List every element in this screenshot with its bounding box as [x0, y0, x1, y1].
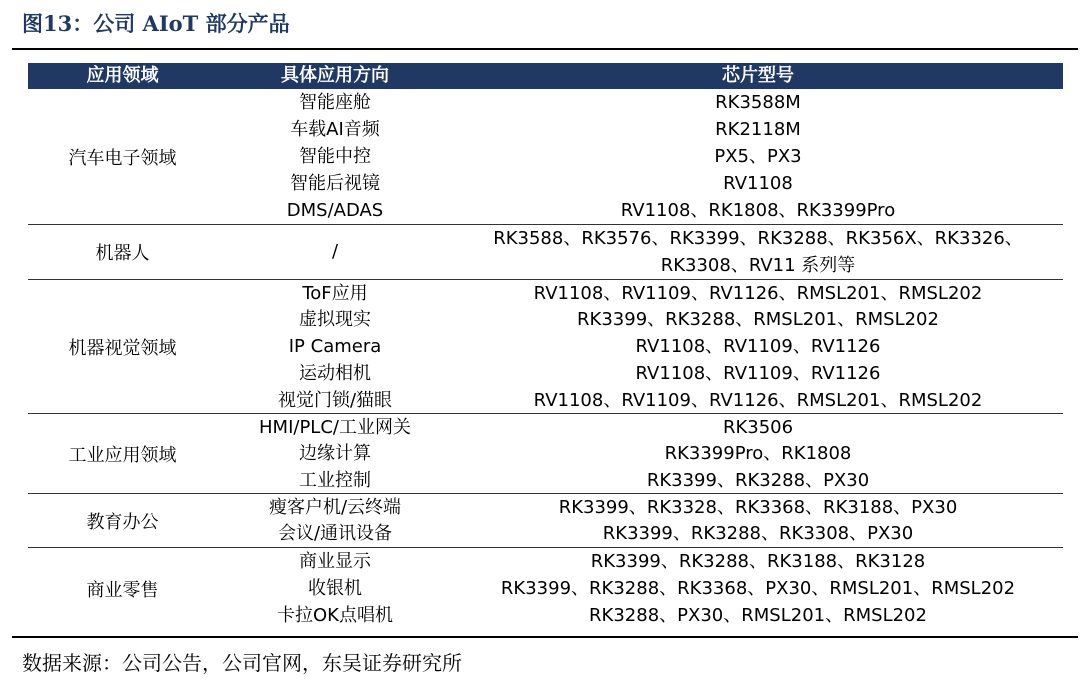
table-row	[217, 306, 1063, 333]
table-row	[217, 197, 1063, 224]
header-application-area: 应用领域	[86, 65, 159, 86]
direction-cell: ToF应用	[302, 283, 368, 304]
table-row	[217, 280, 1063, 307]
chip-cell: RK3399、RK3288、RK3188、RK3128	[590, 551, 926, 572]
source-note: 数据来源：公司公告，公司官网，东吴证券研究所	[22, 651, 462, 675]
group-education-office	[28, 493, 1063, 547]
table-row	[217, 360, 1063, 387]
chip-cell: PX5、PX3	[714, 146, 802, 167]
direction-cell: IP Camera	[288, 336, 382, 357]
chip-cell: RK3399、RK3288、RK3308、PX30	[602, 523, 914, 544]
table-header	[28, 63, 1063, 89]
chip-cell: RK3399、RK3288、RMSL201、RMSL202	[577, 309, 939, 330]
chip-cell: RK3399Pro、RK1808	[664, 443, 852, 464]
chip-cell: RV1108、RV1109、RV1126	[635, 336, 881, 357]
table-row	[217, 225, 1063, 279]
direction-cell: 车载AI音频	[290, 119, 380, 140]
chip-cell: RK3399、RK3288、RK3368、PX30、RMSL201、RMSL202	[500, 578, 1016, 599]
area-label: 机器人	[95, 243, 150, 264]
direction-cell: 工业控制	[299, 470, 371, 491]
table-row	[217, 467, 1063, 494]
header-application-direction: 具体应用方向	[281, 65, 389, 86]
chip-cell: RK3399、RK3328、RK3368、RK3188、PX30	[558, 497, 958, 518]
table-row	[217, 89, 1063, 116]
table-row	[217, 170, 1063, 197]
chip-cell: RK3588M	[715, 92, 801, 113]
direction-cell: 商业显示	[299, 551, 371, 572]
group-robotics	[28, 224, 1063, 279]
area-label: 工业应用领域	[68, 444, 177, 466]
direction-cell: 运动相机	[299, 363, 371, 384]
direction-cell: 智能座舱	[299, 92, 371, 113]
area-label: 商业零售	[86, 579, 159, 601]
chip-cell: RK3288、PX30、RMSL201、RMSL202	[589, 605, 927, 626]
table-row	[217, 440, 1063, 467]
direction-cell: 收银机	[308, 578, 362, 599]
chip-cell: RK2118M	[715, 119, 801, 140]
chip-cell: RV1108	[723, 173, 793, 194]
table-row	[217, 575, 1063, 602]
direction-cell: 边缘计算	[299, 443, 371, 464]
table-row	[217, 520, 1063, 547]
table-row	[217, 548, 1063, 575]
direction-cell: 虚拟现实	[299, 309, 371, 330]
top-rule	[12, 48, 1078, 50]
table-row	[217, 387, 1063, 414]
chip-cell: RV1108、RK1808、RK3399Pro	[620, 200, 896, 221]
table-row	[217, 494, 1063, 521]
direction-cell: 视觉门锁/猫眼	[277, 390, 393, 411]
chip-cell: RV1108、RV1109、RV1126、RMSL201、RMSL202	[533, 390, 983, 411]
area-label: 机器视觉领域	[68, 337, 177, 359]
chip-cell: RV1108、RV1109、RV1126、RMSL201、RMSL202	[533, 283, 983, 304]
direction-cell: 瘦客户机/云终端	[268, 497, 402, 518]
header-chip-model: 芯片型号	[722, 65, 794, 86]
area-label: 教育办公	[86, 511, 159, 533]
chip-cell	[453, 225, 1063, 279]
group-industrial	[28, 413, 1063, 493]
table-row	[217, 116, 1063, 143]
direction-cell: 智能后视镜	[290, 173, 380, 194]
figure-title: 图13：公司 AIoT 部分产品	[22, 11, 290, 36]
bottom-rule	[12, 636, 1078, 638]
group-commercial-retail	[28, 547, 1063, 629]
table-row	[217, 143, 1063, 170]
direction-cell: 智能中控	[299, 146, 371, 167]
chip-line: RK3588、RK3576、RK3399、RK3288、RK356X、RK3326、	[493, 228, 1023, 249]
chip-line: RK3308、RV11 系列等	[660, 255, 856, 276]
direction-cell: HMI/PLC/工业网关	[259, 417, 411, 438]
group-automotive	[28, 89, 1063, 224]
table-row	[217, 333, 1063, 360]
direction-cell: 卡拉OK点唱机	[277, 605, 393, 626]
chip-cell: RV1108、RV1109、RV1126	[635, 363, 881, 384]
group-machine-vision	[28, 279, 1063, 413]
chip-cell: RK3399、RK3288、PX30	[646, 470, 870, 491]
chip-cell: RK3506	[722, 417, 794, 438]
table-row	[217, 602, 1063, 629]
direction-cell: /	[331, 241, 339, 262]
direction-cell: DMS/ADAS	[286, 200, 384, 221]
direction-cell: 会议/通讯设备	[277, 523, 393, 544]
area-label: 汽车电子领域	[68, 147, 177, 169]
table-row	[217, 414, 1063, 441]
